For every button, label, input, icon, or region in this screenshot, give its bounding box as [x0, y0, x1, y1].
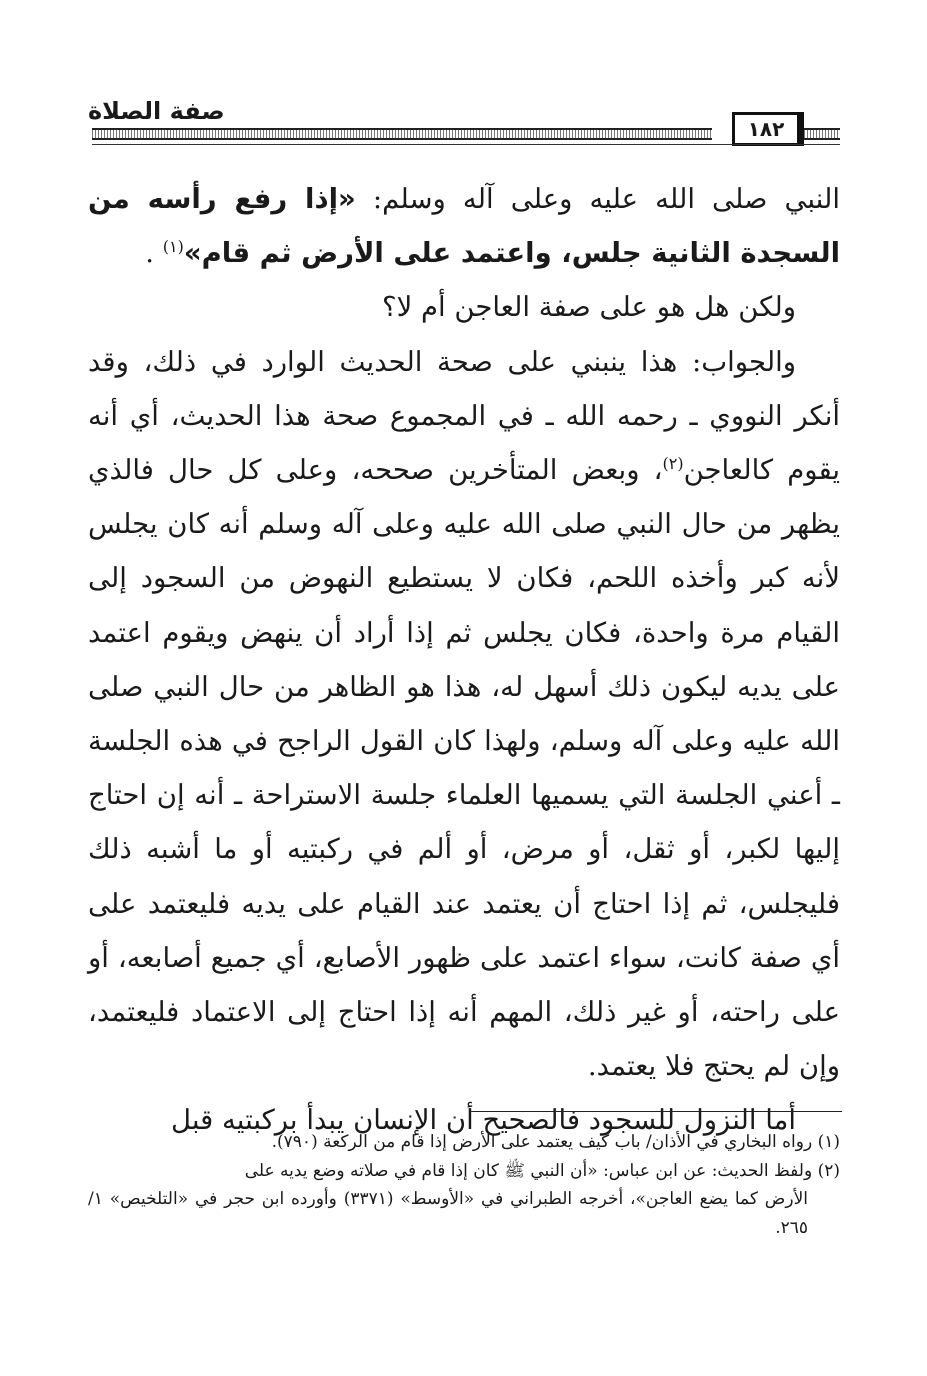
footnote-divider [470, 1111, 842, 1112]
hadith-quote: «إذا رفع رأسه من السجدة الثانية جلس، واعتمد على الأرض ثم قام» [88, 183, 840, 270]
page-header [88, 96, 840, 152]
page-number: ١٨٢ [732, 112, 804, 146]
footnote-2-line-1: (٢) ولفظ الحديث: عن ابن عباس: «أن النبي ﷺ كان إذا قام في صلاته وضع يديه على [244, 1160, 840, 1181]
footnote-1: (١) رواه البخاري في الأذان/ باب كيف يعتمد على الأرض إذا قام من الركعة (٧٩٠). [271, 1132, 840, 1152]
header-ornament-rule-right [804, 128, 840, 140]
header-ornament-rule [92, 128, 712, 140]
paragraph-1-intro: النبي صلى الله عليه وعلى آله وسلم: [355, 183, 840, 215]
paragraph-3-a: والجواب: هذا ينبني على صحة الحديث الوارد في ذلك، وقد أنكر النووي ـ رحمه الله ـ في المجموع صحة هذا الحديث، أي أنه يقوم كالعاجن [88, 345, 841, 487]
paragraph-3-b: ، وبعض المتأخرين صححه، وعلى كل حال فالذي يظهر من حال النبي صلى الله عليه وعلى آله وسلم أنه كان يجلس لأنه كبر وأخذه اللحم، فكان لا يستطيع النهوض من السجود إلى القيام مرة واحدة، فكان يجلس ثم إذا أراد أن ينهض ويقوم اعتمد على يديه ليكون ذلك أسهل له، هذا هو الظاهر من حال النبي صلى الله عليه وعلى آله وسلم، ولهذا كان القول الراجح في هذه الجلسة ـ أعني الجلسة التي يسميها العلماء جلسة الاستراحة ـ أنه إن احتاج إليها لكبر، أو ثقل، أو مرض، أو ألم في ركبتيه أو ما أشبه ذلك فليجلس، ثم إذا احتاج أن يعتمد عند القيام على يديه فليعتمد على أي صفة كانت، سواء اعتمد على ظهور الأصابع، أي جميع أصابعه، أو على راحته، أو غير ذلك، المهم أنه إذا احتاج إلى الاعتماد فليعتمد، وإن لم يحتج فلا يعتمد. [88, 454, 841, 1083]
footnote-ref-2[interactable]: (٢) [662, 453, 684, 473]
paragraph-3 [88, 335, 840, 1094]
header-underline [92, 144, 840, 145]
footnotes [88, 1128, 840, 1242]
running-title: صفة الصلاة [88, 97, 225, 125]
paragraph-2: ولكن هل هو على صفة العاجن أم لا؟ [382, 291, 796, 324]
paragraph-1-end: . [145, 237, 163, 270]
main-text [88, 172, 840, 1148]
footnote-2-continuation: الأرض كما يضع العاجن»، أخرجه الطبراني في «الأوسط» (٣٣٧١) وأورده ابن حجر في «التلخيص» ١/ ٢٦٥. [88, 1189, 808, 1238]
paragraph-1 [88, 172, 840, 280]
paragraph-4: أما النزول للسجود فالصحيح أن الإنسان يبدأ بركبتيه قبل [171, 1104, 796, 1137]
footnote-ref-1[interactable]: (١) [162, 237, 184, 257]
